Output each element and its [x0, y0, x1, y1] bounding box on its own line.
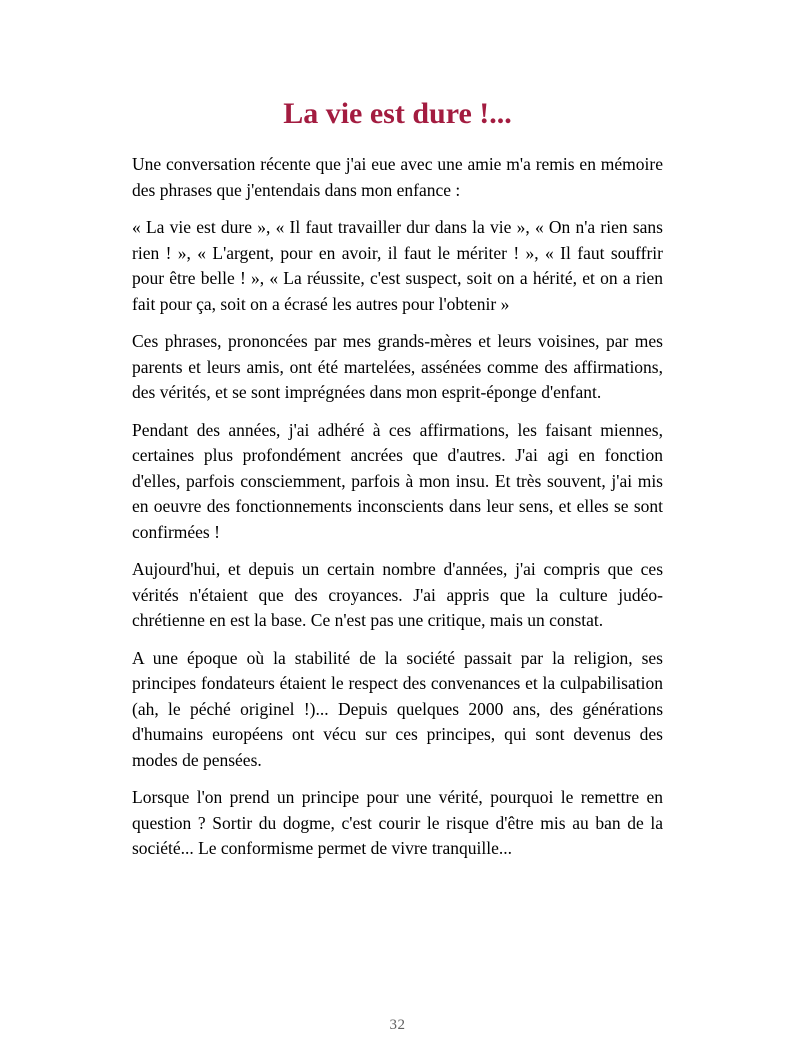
paragraph-religion: A une époque où la stabilité de la société passait par la religion, ses principes fondateurs étaient le respect des convenances et la culpabilisation (ah, le péché originel !)... Depuis quelques 2000 ans, des générations d'humains européens ont vécu sur ces principes, qui sont devenus des modes de pensées. — [132, 647, 663, 770]
paragraph-adhesion: Pendant des années, j'ai adhéré à ces affirmations, les faisant miennes, certaines plus profondément ancrées que d'autres. J'ai agi en fonction d'elles, parfois consciemment, parfois à mon insu. Et très souvent, j'ai mis en oeuvre des fonctionnements inconscients dans leur sens, et elles se sont confirmées ! — [132, 419, 663, 542]
page-number: 32 — [389, 1017, 406, 1033]
paragraph-conformisme: Lorsque l'on prend un principe pour une vérité, pourquoi le remettre en question ? Sortir du dogme, c'est courir le risque d'être mis au ban de la société... Le conformisme permet de vivre tranquille... — [132, 787, 663, 858]
paragraph-phrases-martelees: Ces phrases, prononcées par mes grands-mères et leurs voisines, par mes parents et leurs amis, ont été martelées, assénées comme des affirmations, des vérités, et se sont imprégnées dans mon esprit-éponge d'enfant. — [132, 331, 663, 402]
paragraph-croyances: Aujourd'hui, et depuis un certain nombre d'années, j'ai compris que ces vérités n'étaient que des croyances. J'ai appris que la culture judéo-chrétienne en est la base. Ce n'est pas une critique, mais un constat. — [132, 559, 663, 630]
page-content — [132, 0, 663, 874]
paragraph-quotes: « La vie est dure », « Il faut travailler dur dans la vie », « On n'a rien sans rien ! », « L'argent, pour en avoir, il faut le mériter ! », « Il faut souffrir pour être belle ! », « La réussite, c'est suspect, soit on a hérité, et on a rien fait pour ça, soit on a écrasé les autres pour l'obtenir » — [132, 217, 663, 314]
paragraph-intro: Une conversation récente que j'ai eue avec une amie m'a remis en mémoire des phrases que j'entendais dans mon enfance : — [132, 154, 663, 200]
page-title: La vie est dure !... — [283, 97, 512, 130]
